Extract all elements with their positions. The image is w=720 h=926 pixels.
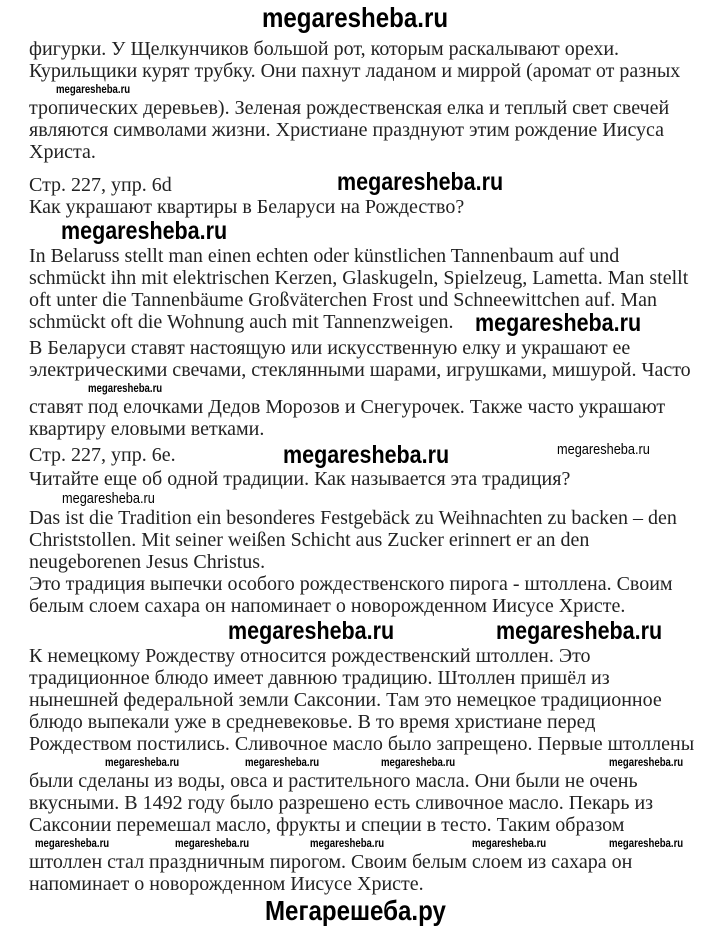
watermark: megaresheba.ru [472,836,547,850]
watermark: megaresheba.ru [381,755,456,769]
text-line: Курильщики курят трубку. Они пахнут ладаном и миррой (аромат от разных [29,60,681,82]
header-watermark: megaresheba.ru [262,2,449,33]
question-6e: Читайте еще об одной традиции. Как называется эта традиция? [29,468,571,490]
watermark: megaresheba.ru [496,617,663,645]
watermark: megaresheba.ru [337,168,504,196]
text-line: тропических деревьев). Зеленая рождественская елка и теплый свет свечей [29,97,670,119]
watermark: megaresheba.ru [609,836,684,850]
question-6d: Как украшают квартиры в Беларуси на Рождество? [29,196,465,218]
watermark: megaresheba.ru [175,836,250,850]
text-line: Это традиция выпечки особого рождественского пирога - штоллена. Своим [29,573,673,595]
text-line: квартиру еловыми ветками. [29,418,265,440]
text-line: oft unter die Tannenbäume Großväterchen Frost und Schneewittchen auf. Man [29,289,658,311]
watermark: megaresheba.ru [557,441,650,458]
watermark: megaresheba.ru [105,755,180,769]
watermark: megaresheba.ru [228,617,395,645]
watermark: megaresheba.ru [475,309,642,337]
exercise-ref-6e: Стр. 227, упр. 6e. [29,444,176,466]
watermark: megaresheba.ru [61,217,228,245]
text-line: In Belaruss stellt man einen echten oder künstlichen Tannenbaum auf und [29,245,620,267]
text-line: Христа. [29,141,96,163]
watermark: megaresheba.ru [56,82,131,96]
watermark: megaresheba.ru [35,836,110,850]
footer-watermark: Мегарешеба.ру [265,895,446,926]
watermark: megaresheba.ru [310,836,385,850]
text-line: В Беларуси ставят настоящую или искусственную елку и украшают ее [29,337,631,359]
text-line: нынешней федеральной земли Саксонии. Там это немецкое традиционное [29,689,662,711]
exercise-ref-6d: Стр. 227, упр. 6d [29,174,172,196]
text-line: фигурки. У Щелкунчиков большой рот, которым раскалывают орехи. [29,38,620,60]
text-line: schmückt oft die Wohnung auch mit Tannenzweigen. [29,311,454,333]
text-line: ставят под елочками Дедов Морозов и Снегурочек. Также часто украшают [29,396,666,418]
text-line: Das ist die Tradition ein besonderes Festgebäck zu Weihnachten zu backen – den [29,507,677,529]
text-line: К немецкому Рождеству относится рождественский штоллен. Это [29,645,591,667]
watermark: megaresheba.ru [88,381,163,395]
text-line: традиционное блюдо имеет давнюю традицию. Штоллен пришёл из [29,667,610,689]
text-line: напоминает о новорожденном Иисусе Христе. [29,873,424,895]
text-line: являются символами жизни. Христиане празднуют этим рождение Иисуса [29,119,665,141]
text-line: белым слоем сахара он напоминает о новорожденном Иисусе Христе. [29,595,626,617]
text-line: блюдо выпекали уже в средневековье. В то время христиане перед [29,711,596,733]
watermark: megaresheba.ru [283,441,450,469]
text-line: были сделаны из воды, овса и растительного масла. Они были не очень [29,770,638,792]
text-line: электрическими свечами, стеклянными шарами, игрушками, мишурой. Часто [29,359,691,381]
text-line: Christstollen. Mit seiner weißen Schicht aus Zucker erinnert er an den [29,529,590,551]
text-line: Саксонии перемешал масло, фрукты и специи в тесто. Таким образом [29,814,625,836]
text-line: neugeborenen Jesus Christus. [29,551,266,573]
text-line: штоллен стал праздничным пирогом. Своим белым слоем из сахара он [29,851,633,873]
text-line: Рождеством постились. Сливочное масло было запрещено. Первые штоллены [29,733,695,755]
watermark: megaresheba.ru [609,755,684,769]
text-line: вкусными. В 1492 году было разрешено есть сливочное масло. Пекарь из [29,792,654,814]
text-line: schmückt ihn mit elektrischen Kerzen, Glaskugeln, Spielzeug, Lametta. Man stellt [29,267,689,289]
watermark: megaresheba.ru [245,755,320,769]
watermark: megaresheba.ru [62,490,155,507]
